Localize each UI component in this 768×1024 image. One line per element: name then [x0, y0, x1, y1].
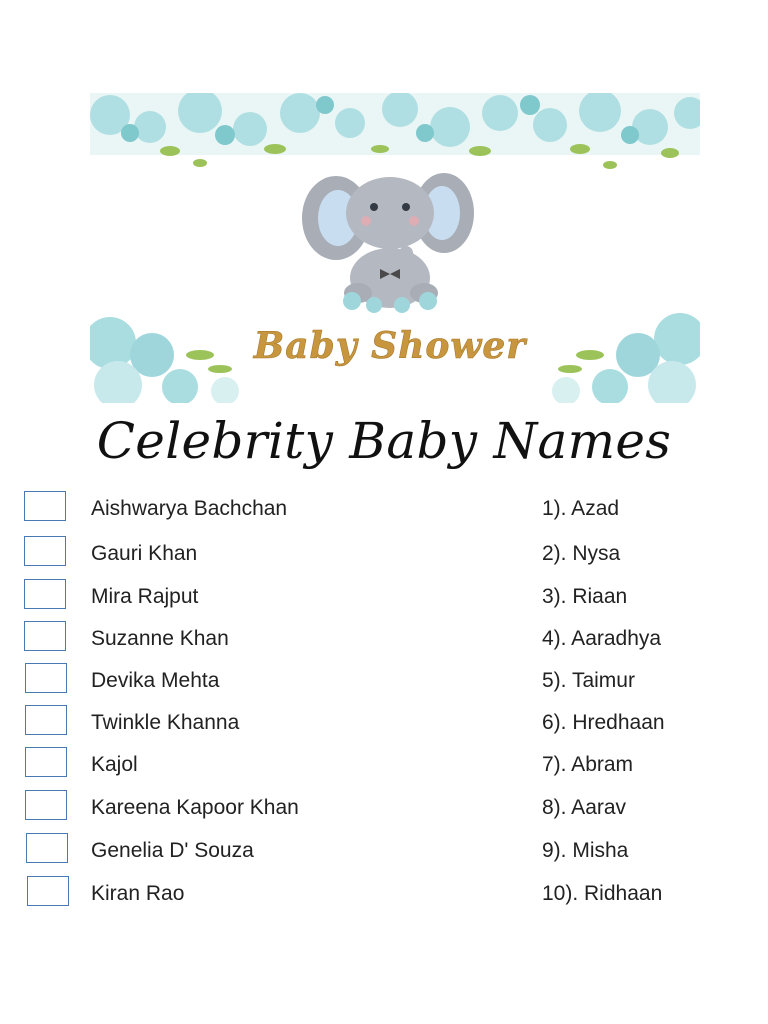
celebrity-name: Kareena Kapoor Khan: [91, 796, 299, 819]
answer-checkbox[interactable]: [25, 747, 67, 777]
baby-shower-text: Baby Shower: [253, 325, 527, 367]
celebrity-name: Aishwarya Bachchan: [91, 497, 288, 520]
match-row: [0, 621, 768, 655]
answer-checkbox[interactable]: [25, 663, 67, 693]
match-row: [0, 705, 768, 739]
answer-checkbox[interactable]: [24, 579, 66, 609]
baby-name: 10). Ridhaan: [542, 882, 663, 905]
baby-shower-banner: [90, 93, 700, 403]
page-title: Celebrity Baby Names: [96, 412, 672, 470]
answer-checkbox[interactable]: [25, 790, 67, 820]
match-row: [0, 747, 768, 781]
corner-flowers-right: [552, 313, 700, 403]
match-row: [0, 536, 768, 570]
answer-checkbox[interactable]: [26, 833, 68, 863]
celebrity-name: Gauri Khan: [91, 542, 198, 565]
match-row: [0, 876, 768, 910]
match-row: [0, 790, 768, 824]
celebrity-name: Kajol: [91, 753, 138, 776]
celebrity-name: Twinkle Khanna: [91, 711, 240, 734]
elephant-illustration: [302, 173, 474, 313]
match-row: [0, 491, 768, 525]
baby-name: 2). Nysa: [542, 542, 621, 565]
baby-name: 8). Aarav: [542, 796, 627, 819]
answer-checkbox[interactable]: [24, 491, 66, 521]
baby-name: 1). Azad: [542, 497, 620, 520]
answer-checkbox[interactable]: [24, 536, 66, 566]
match-row: [0, 579, 768, 613]
celebrity-name: Genelia D' Souza: [91, 839, 254, 862]
baby-name: 4). Aaradhya: [542, 627, 662, 650]
baby-name: 7). Abram: [542, 753, 634, 776]
celebrity-name: Mira Rajput: [91, 585, 199, 608]
celebrity-name: Devika Mehta: [91, 669, 220, 692]
top-flower-border: [90, 93, 700, 169]
baby-name: 6). Hredhaan: [542, 711, 665, 734]
answer-checkbox[interactable]: [24, 621, 66, 651]
baby-name: 5). Taimur: [542, 669, 635, 692]
baby-name: 9). Misha: [542, 839, 629, 862]
match-row: [0, 833, 768, 867]
answer-checkbox[interactable]: [25, 705, 67, 735]
answer-checkbox[interactable]: [27, 876, 69, 906]
match-row: [0, 663, 768, 697]
corner-flowers-left: [90, 317, 239, 403]
baby-name: 3). Riaan: [542, 585, 628, 608]
celebrity-name: Suzanne Khan: [91, 627, 229, 650]
celebrity-name: Kiran Rao: [91, 882, 185, 905]
